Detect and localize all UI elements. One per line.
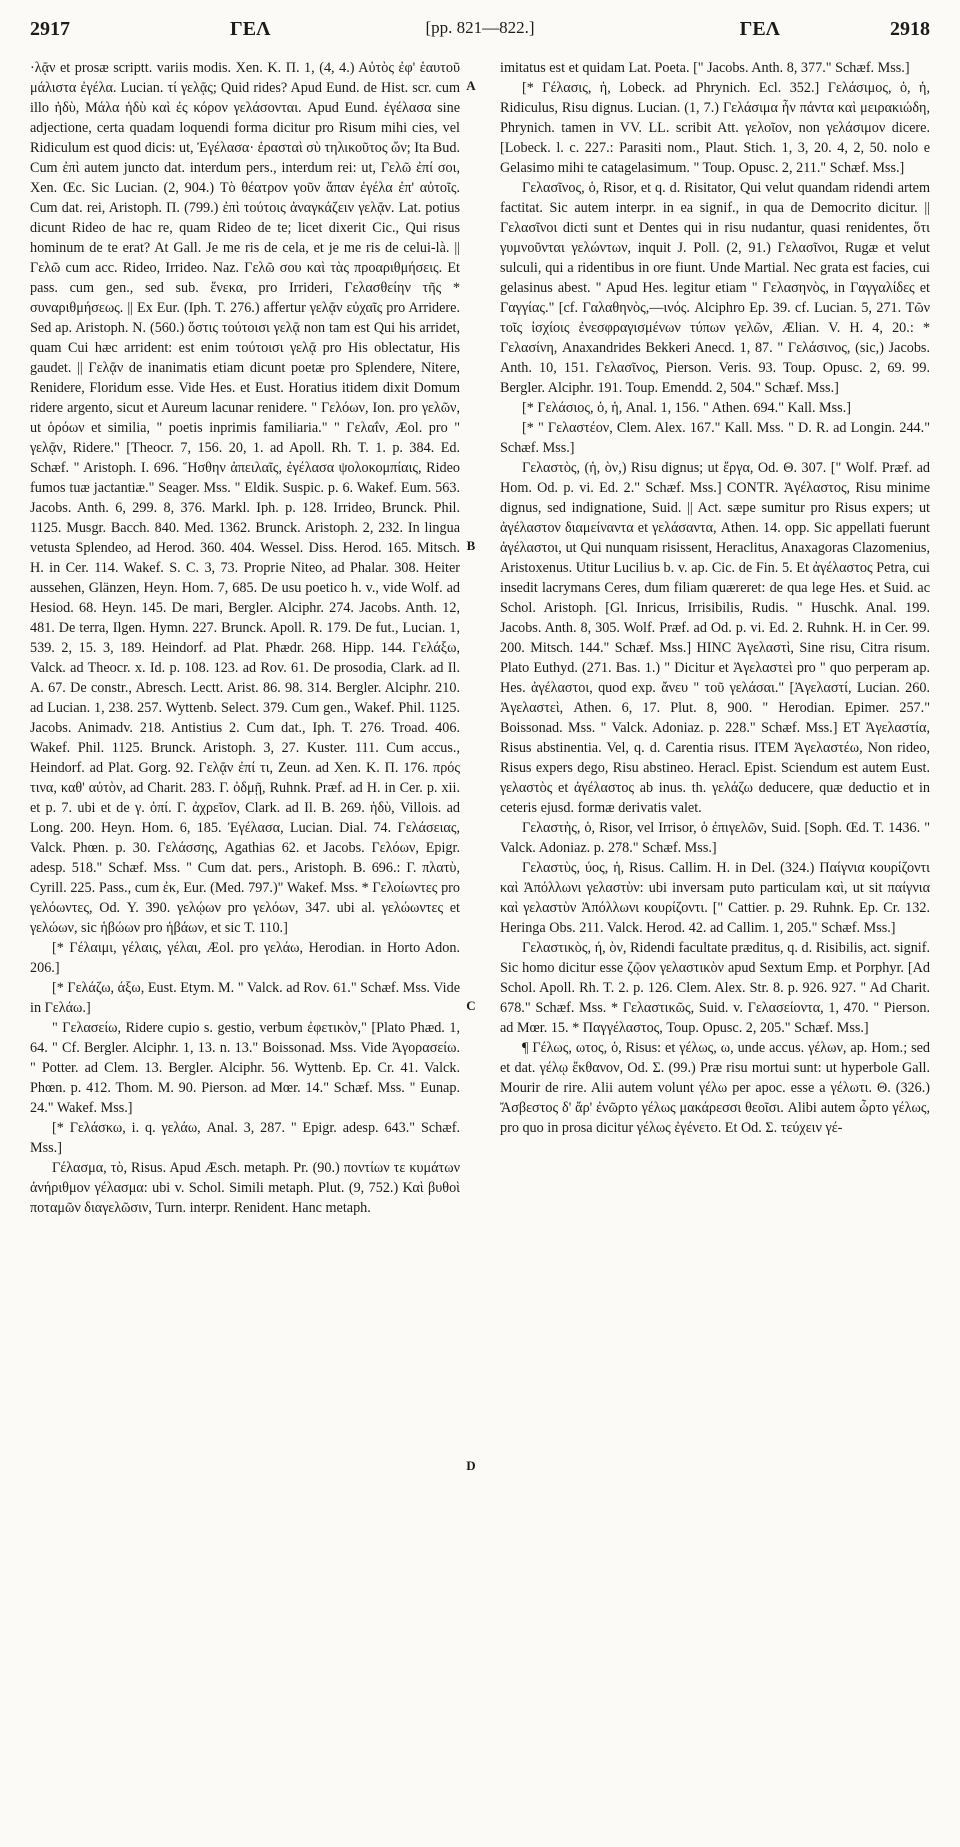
entry-paragraph: [* " Γελαστέον, Clem. Alex. 167." Kall. Mss. " D. R. ad Longin. 244." Schæf. Mss.] xyxy=(500,420,930,456)
entry-paragraph: Γελασῖνος, ὁ, Risor, et q. d. Risitator, Qui velut quandam ridendi artem factitat. Sic autem interpr. in ea signif., in qua de Democrito dicitur. || Γελασῖνοι dicti sunt et Dentes qui in risu nudantur, quasi renidentes, ὅτι γυμνοῦνται γελώντων, inquit J. Poll. (2, 91.) Γελασῖνοι, Rugæ et velut sulculi, qui a ridentibus in ore fiunt. Unde Martial. Nec grata est facies, cui gelasinus abest. " Apud Hes. legitur etiam " Γελασηνὸς, in Γαγγαλίδες et Γαγγίας." [cf. Γαλαθηνὸς,—ινός. Alciphro Ep. 39. cf. Lucian. 5, 271. Τῶν τοῖς ἰσχίοις ἐνεσφραγισμένων τύπων γελῶν, Ælian. V. H. 4, 20.: * Γελασίνη, Anaxandrides Bekkeri Anecd. 1, 87. " Γελάσινος, (sic,) Jacobs. Anth. 10, 151. Γελασῖνος, Pierson. Veris. 93. Toup. Opusc. 2, 69. 99. Bergler. Alciphr. 191. Toup. Emendd. 2, 504." Schæf. Mss.] xyxy=(500,180,930,396)
margin-letter-b: B xyxy=(466,538,476,553)
entry-paragraph: Γέλασμα, τὸ, Risus. Apud Æsch. metaph. Pr. (90.) ποντίων τε κυμάτων ἀνήριθμον γέλασμα: ubi v. Schol. Simili metaph. Plut. (9, 752.) Καὶ βυθοὶ ποταμῶν διαγελῶσιν, Turn. interpr. Renident. Hanc metaph. xyxy=(30,1160,460,1216)
entry-paragraph: [* Γέλαιμι, γέλαις, γέλαι, Æol. pro γελάω, Herodian. in Horto Adon. 206.] xyxy=(30,940,460,976)
running-title-left: ΓΕΛ xyxy=(230,18,271,40)
left-column xyxy=(30,58,460,1218)
page-header xyxy=(30,18,930,48)
entry-paragraph: Γελαστὴς, ὁ, Risor, vel Irrisor, ὁ ἐπιγελῶν, Suid. [Soph. Œd. T. 1436. " Valck. Adoniaz. p. 278." Schæf. Mss.] xyxy=(500,820,930,856)
margin-letter-c: C xyxy=(466,998,476,1013)
entry-paragraph: " Γελασείω, Ridere cupio s. gestio, verbum ἐφετικὸν," [Plato Phæd. 1, 64. " Cf. Bergler. Alciphr. 1, 13. n. 13." Boissonad. Mss. Vide Ἀγορασείω. " Potter. ad Clem. 13. Bergler. Alciphr. 56. Wyttenb. Ep. Cr. 41. Valck. Phœn. p. 412. Thom. M. 90. Pierson. ad Mœr. 14." Schæf. Mss. " Eunap. 24." Wakef. Mss.] xyxy=(30,1020,460,1116)
page-number-right: 2918 xyxy=(890,18,930,40)
entry-paragraph: [* Γελάσκω, i. q. γελάω, Anal. 3, 287. " Epigr. adesp. 643." Schæf. Mss.] xyxy=(30,1120,460,1156)
entry-paragraph: ¶ Γέλως, ωτος, ὁ, Risus: et γέλως, ω, unde accus. γέλων, ap. Hom.; sed et dat. γέλῳ ἔκθανον, Od. Σ. (99.) Præ risu mortui sunt: ut hyperbole Gall. Mourir de rire. Alii autem volunt γέλω per apoc. esse a γέλωτι. Θ. (326.) Ἄσβεστος δ' ἄρ' ἐνῶρτο γέλως μακάρεσσι θεοῖσι. Alibi autem ὦρτο γέλως, pro quo in prosa dicitur γέλως ἐγένετο. Et Od. Σ. τεύχειν γέ- xyxy=(500,1040,930,1136)
margin-letter-a: A xyxy=(466,78,476,93)
page-range: [pp. 821—822.] xyxy=(425,18,535,37)
entry-paragraph: Γελαστὺς, ύος, ἡ, Risus. Callim. H. in Del. (324.) Παίγνια κουρίζοντι καὶ Ἀπόλλωνι γελαστὺν: ubi inversam puto particulam καὶ, ut sit παίγνια καὶ γελαστὺν Ἀπόλλωνι κουρίζοντι. [" Cattier. p. 29. Ruhnk. Ep. Cr. 132. Heringa Obs. 211. Valck. Herod. 42. ad Callim. 1, 205." Schæf. Mss.] xyxy=(500,860,930,936)
entry-paragraph: ·λᾷν et prosæ scriptt. variis modis. Xen. K. Π. 1, (4, 4.) Αὐτὸς ἐφ' ἑαυτοῦ μάλιστα ἐγέλα. Lucian. τί γελᾷς; Quid rides? Apud Eund. de Hist. scr. cum illo ἡδὺ, Μάλα ἡδὺ καὶ ἐς κόρον γελάσονται. Apud Eund. ἐγέλασα sine adjectione, certa quadam loquendi forma dicitur pro Risum mihi cies, vel Ridiculum est quod dicis: ut, Ἐγέλασα· ἐρασταὶ σὺ τηλικοῦτος ὤν; Ita Bud. Cum ἐπὶ autem juncto dat. interdum pers., interdum rei: ut, Γελῶ ἐπί σοι, Xen. Œc. Sic Lucian. (2, 904.) Τὸ θέατρον γοῦν ἅπαν ἐγέλα ἐπ' αὐτοῖς. Cum dat. rei, Aristoph. Π. (799.) ἐπὶ τούτοις ἀναγκάζειν γελᾷν. Lat. potius dicunt Rideo de hac re, quam Rideo de te; licet dixerit Cic., Qui risus hominum de te erat? At Gall. Je me ris de cela, et je me ris de celui-là. || Γελῶ cum acc. Rideo, Irrideo. Naz. Γελῶ σου καὶ τὰς προαριθμήσεις. Et pass. cum gen., sed sub. ἕνεκα, pro Irrideri, Γελασθείην τῆς * συναριθμήσεως. || Ex Eur. (Iph. T. 276.) affertur γελᾷν εὐχαῖς pro Arridere. Sed ap. Aristoph. N. (560.) ὅστις τούτοισι γελᾷ non tam est Qui his arridet, quam Cui hæc arrident: est enim τούτοισι γελᾷ pro His oblectatur, His gaudet. || Γελᾷν de inanimatis etiam dicunt poetæ pro Splendere, Nitere, Renidere, Floridum esse. Vide Hes. et Eust. Horatius itidem dixit Domum ridere argento, sicut et Aureum lacunar renidere. " Γελόων, Ion. pro γελῶν, ut ὁρόων et similia, " poetis inprimis familiaria." " Γελαΐν, Æol. pro " γελᾷν, Ridere." [Theocr. 7, 156. 20, 1. ad Apoll. Rh. T. 1. p. 384. Ed. Schæf. " Aristoph. Ι. 696. Ἥσθην ἀπειλαῖς, ἐγέλασα ψολοκομπίαις, Rideo fumos tuæ jactantiæ." Seager. Mss. " Eldik. Suspic. p. 6. Wakef. Eum. 563. Jacobs. Anth. 6, 299. 8, 376. Markl. Iph. p. 128. Irrideo, Brunck. Phil. 1125. Musgr. Bacch. 840. Med. 1362. Brunck. Aristoph. 2, 232. In lingua vetusta Splendeo, ad Herod. 360. 404. Wessel. Diss. Herod. 165. Mitsch. H. in Cer. 114. Wakef. S. C. 3, 73. Proprie Niteo, ad Phalar. 308. Heiter aussehen, Glänzen, Heyn. Hom. 7, 685. De usu poetico h. v., vide Wolf. ad Hesiod. 68. Heyn. 145. De mari, Bergler. Alciphr. 274. Jacobs. Anth. 12, 481. De terra, Ilgen. Hymn. 227. Brunck. Apoll. R. 179. De fut., Lucian. 1, 539. 2, 15. 3, 189. Heindorf. ad Plat. Phædr. 268. Hipp. 144. Γελάξω, Valck. ad Theocr. x. Id. p. 108. 123. ad Rov. 61. De prosodia, Clark. ad Il. A. 67. De constr., Abresch. Lectt. Arist. 86. 98. 314. Bergler. Alciphr. 210. ad Lucian. 1, 238. 257. Wyttenb. Select. 379. Cum gen., Wakef. Phil. 1125. Jacobs. Animadv. 218. Antistius 2. Cum dat., Iph. T. 276. Troad. 406. Wakef. Phil. 1125. Brunck. Aristoph. 3, 27. Kuster. 111. Cum accus., Heindorf. ad Plat. Gorg. 92. Γελᾷν ἐπί τι, Zeun. ad Xen. K. Π. 176. πρός τινα, καθ' αὐτὸν, ad Charit. 283. Γ. ὀδμῇ, Ruhnk. Præf. ad H. in Cer. p. xii. et p. 7. ubi et de γ. ὀπί. Γ. ἀχρεῖον, Clark. ad Il. B. 269. ἡδὺ, Villois. ad Long. 200. Heyn. Hom. 6, 185. Ἐγέλασα, Lucian. Dial. 74. Γελάσειας, Valck. Phœn. p. 30. Γελάσσης, Agathias 62. et Jacobs. Γελόων, Epigr. adesp. 518." Schæf. Mss. " Cum dat. pers., Aristoph. B. 696.: Γ. πλατὺ, Cyrill. 225. Pass., cum ἐκ, Eur. (Med. 797.)" Wakef. Mss. * Γελοίωντες pro γελόωντες, Od. Υ. 390. γελῴων pro γελόων, 347. ubi al. γελώωντες et γελώων, sic ἡβώων pro ἡβάων, et sic Τ. 110.] xyxy=(30,60,460,936)
entry-paragraph: imitatus est et quidam Lat. Poeta. [" Jacobs. Anth. 8, 377." Schæf. Mss.] xyxy=(500,60,910,76)
running-title-right: ΓΕΛ xyxy=(739,18,780,40)
margin-letter-d: D xyxy=(466,1458,476,1473)
entry-paragraph: [* Γελάσιος, ὁ, ἡ, Anal. 1, 156. " Athen. 694." Kall. Mss.] xyxy=(522,400,851,416)
right-column xyxy=(500,58,930,1138)
entry-paragraph: Γελαστικὸς, ή, ὸν, Ridendi facultate præditus, q. d. Risibilis, act. signif. Sic homo dicitur esse ζῷον γελαστικὸν apud Sextum Emp. et Porphyr. [Ad Schol. Apoll. Rh. T. 2. p. 126. Clem. Alex. Str. 8. p. 926. 927. " Ad Charit. 678." Schæf. Mss. * Γελαστικῶς, Suid. v. Γελασείοντα, 1, 470. " Pierson. ad Mœr. 15. * Παγγέλαστος, Toup. Opusc. 2, 205." Schæf. Mss.] xyxy=(500,940,930,1036)
entry-paragraph: [* Γελάζω, άξω, Eust. Etym. M. " Valck. ad Rov. 61." Schæf. Mss. Vide in Γελάω.] xyxy=(30,980,460,1016)
entry-paragraph: Γελαστὸς, (ἡ, ὸν,) Risu dignus; ut ἔργα, Od. Θ. 307. [" Wolf. Præf. ad Hom. Od. p. vi. Ed. 2." Schæf. Mss.] CONTR. Ἀγέλαστος, Risu minime dignus, sed indignatione, Suid. || Act. sæpe sumitur pro Risus expers; ut ἀγέλαστον διαμείναντα et γελάσαντα, Athen. 14. opp. Sic appellati fuerunt ἀγέλαστοι, ut Qui nunquam risissent, Heraclitus, Anaxagoras Clazomenius, Aristoxenus. Utitur Lucilius b. v. ap. Cic. de Fin. 5. Et ἀγέλαστος Petra, cui insedit lacrymans Ceres, dum filiam quæreret: de qua lege Hes. et Suid. ac Schol. Aristoph. [Gl. Inricus, Irrisibilis, Rudis. " Huschk. Anal. 199. Jacobs. Anth. 8, 305. Wolf. Præf. ad Od. p. vi. Ed. 2. Ruhnk. H. in Cer. 99. 200. Mitsch. 144." Schæf. Mss.] HINC Ἀγελαστὶ, Sine risu, Citra risum. Plato Euthyd. (271. Bas. 1.) " Dicitur et Ἀγελαστεὶ pro " quo perperam ap. Hes. ἀγέλαστοι, quod exp. ἄνευ " τοῦ γελάσαι." [Ἀγελαστί, Lucian. 260. Ἀγελαστεὶ, Athen. 6, 17. Plut. 8, 900. " Herodian. Epimer. 257." Boissonad. Mss. " Valck. Adoniaz. p. 228." Schæf. Mss.] ET Ἀγελαστία, Risus abstinentia. Vel, q. d. Carentia risus. ITEM Ἀγελαστέω, Non rideo, Risus expers dego, Risu abstineo. Heracl. Epist. Sciendum est autem Eust. γελαστὸς et ἀγέλαστος ab inus. th. γελάζω deducere, quæ deductio et in ceteris ejusd. formæ derivatis valet. xyxy=(500,460,930,816)
entry-paragraph: [* Γέλασις, ἡ, Lobeck. ad Phrynich. Ecl. 352.] Γελάσιμος, ὁ, ἡ, Ridiculus, Risu dignus. Lucian. (1, 7.) Γελάσιμα ἦν πάντα καὶ μειρακιώδη, Phrynich. tamen in VV. LL. scribit Att. γελοῖον, non γελάσιμον dicere. [Lobeck. l. c. 227.: Parasiti nom., Plaut. Stich. 1, 3, 20. 4, 2, 50. nolo e Gelasimo mihi te catagelasimum. " Toup. Opusc. 2, 211." Schæf. Mss.] xyxy=(500,80,930,176)
page-number-left: 2917 xyxy=(30,18,70,40)
